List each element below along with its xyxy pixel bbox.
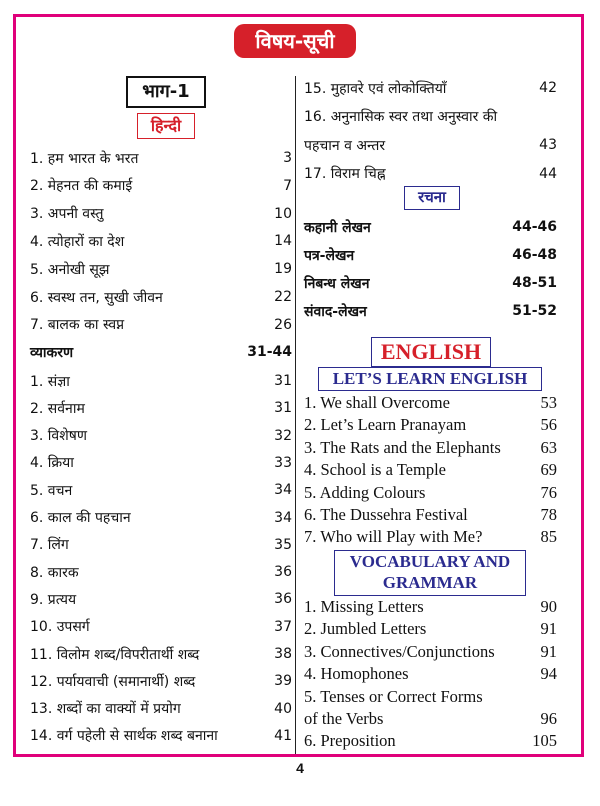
- toc-entry: [30, 533, 292, 557]
- toc-entry-label: 2. सर्वनाम: [30, 400, 85, 417]
- toc-entry-page: 31: [274, 400, 292, 417]
- toc-entry: [304, 640, 557, 664]
- toc-entry: [30, 724, 292, 748]
- grammar-heading-label: व्याकरण: [30, 344, 74, 361]
- toc-entry-page: 31: [274, 373, 292, 389]
- toc-entry: [304, 481, 557, 505]
- toc-entry-label: 6. The Dussehra Festival: [304, 505, 468, 524]
- toc-entry-page: 26: [274, 316, 292, 333]
- toc-entry-label: कहानी लेखन: [304, 219, 371, 236]
- toc-entry-label: 11. विलोम शब्द/विपरीतार्थी शब्द: [30, 646, 200, 663]
- toc-entry: [304, 503, 557, 527]
- toc-entry-page: 42: [539, 80, 557, 96]
- toc-entry-page: 33: [274, 454, 292, 471]
- english-heading: ENGLISH: [371, 337, 491, 367]
- toc-entry: [30, 285, 292, 309]
- toc-entry-label: 3. विशेषण: [30, 428, 87, 445]
- toc-entry-label: 8. कारक: [30, 564, 79, 581]
- toc-entry-label: 6. स्वस्थ तन, सुखी जीवन: [30, 289, 163, 306]
- toc-entry: [304, 215, 557, 239]
- toc-entry: [304, 391, 557, 415]
- toc-entry: [304, 76, 557, 100]
- toc-entry: [30, 146, 292, 170]
- toc-entry-label: 6. Preposition: [304, 731, 396, 751]
- toc-entry-label: 3. Connectives/Conjunctions: [304, 641, 495, 661]
- toc-entry: [30, 478, 292, 502]
- toc-entry-page: 19: [274, 261, 292, 278]
- toc-entry: [30, 257, 292, 281]
- toc-entry: [304, 685, 557, 709]
- page-title: विषय-सूची: [234, 24, 356, 58]
- toc-entry: [30, 560, 292, 584]
- grammar-heading: [30, 340, 292, 364]
- toc-entry-label: पत्र-लेखन: [304, 247, 355, 264]
- toc-entry: [304, 525, 557, 549]
- toc-entry-label: 3. The Rats and the Elephants: [304, 437, 501, 457]
- toc-entry-label: 4. School is a Temple: [304, 460, 446, 480]
- toc-entry-label: 2. Let’s Learn Pranayam: [304, 415, 467, 435]
- toc-entry-label: निबन्ध लेखन: [304, 275, 370, 292]
- toc-entry-label: 1. संज्ञा: [30, 373, 70, 390]
- toc-entry-page: 90: [540, 597, 557, 616]
- toc-entry-label: of the Verbs: [304, 709, 384, 728]
- toc-entry-page: 53: [540, 393, 557, 412]
- toc-entry-label: 1. We shall Overcome: [304, 393, 450, 412]
- toc-entry-page: 32: [274, 427, 292, 444]
- toc-entry-label: 2. मेहनत की कमाई: [30, 178, 133, 195]
- toc-entry: [30, 229, 292, 253]
- toc-entry-label: पहचान व अन्तर: [304, 137, 386, 154]
- toc-entry: [30, 642, 292, 666]
- toc-entry-page: 46-48: [512, 247, 557, 263]
- toc-entry-label: 10. उपसर्ग: [30, 619, 90, 636]
- toc-entry-page: 51-52: [512, 303, 557, 319]
- toc-entry-label: 1. Missing Letters: [304, 597, 424, 616]
- toc-entry: [304, 729, 557, 753]
- toc-entry-page: 44-46: [512, 219, 557, 235]
- toc-entry: [30, 615, 292, 639]
- toc-entry-label: 7. लिंग: [30, 537, 69, 554]
- toc-entry: [304, 133, 557, 157]
- toc-entry-page: 63: [540, 437, 557, 457]
- toc-entry-page: 76: [540, 482, 557, 502]
- toc-entry-label: 9. प्रत्यय: [30, 591, 77, 608]
- toc-entry-page: 85: [540, 527, 557, 547]
- toc-entry: [30, 587, 292, 611]
- vocab-heading-line1: VOCABULARY AND: [349, 552, 511, 571]
- toc-entry-label: 14. वर्ग पहेली से सार्थक शब्द बनाना: [30, 728, 218, 745]
- toc-entry-page: 40: [274, 700, 292, 717]
- toc-entry-page: 56: [540, 415, 557, 435]
- toc-entry-label: 4. क्रिया: [30, 455, 74, 472]
- toc-entry: [30, 202, 292, 226]
- toc-entry-label: 5. Adding Colours: [304, 482, 426, 502]
- toc-entry-label: 13. शब्दों का वाक्यों में प्रयोग: [30, 701, 181, 718]
- toc-entry-label: 4. त्योहारों का देश: [30, 233, 125, 250]
- toc-entry: [30, 396, 292, 420]
- toc-entry-page: 78: [540, 505, 557, 524]
- toc-entry: [30, 506, 292, 530]
- toc-entry-label: 7. बालक का स्वप्न: [30, 317, 125, 334]
- hindi-heading: हिन्दी: [137, 113, 195, 139]
- toc-entry: [30, 174, 292, 198]
- toc-entry: [304, 162, 557, 186]
- toc-entry-label: 2. Jumbled Letters: [304, 619, 427, 639]
- toc-entry-label: 3. अपनी वस्तु: [30, 206, 104, 223]
- toc-entry: [304, 458, 557, 482]
- toc-entry-label: 4. Homophones: [304, 664, 409, 684]
- toc-entry-page: 3: [283, 150, 292, 166]
- toc-entry-label: 5. Tenses or Correct Forms: [304, 686, 483, 706]
- vocab-heading-line2: GRAMMAR: [382, 573, 478, 592]
- toc-entry: [304, 299, 557, 323]
- toc-entry: [304, 243, 557, 267]
- toc-entry: [304, 436, 557, 460]
- toc-entry-page: 36: [274, 564, 292, 581]
- toc-entry-page: 36: [274, 591, 292, 608]
- toc-entry: [304, 617, 557, 641]
- toc-entry-page: 91: [540, 619, 557, 639]
- toc-entry-label: 12. पर्यायवाची (समानार्थी) शब्द: [30, 673, 196, 690]
- toc-entry-page: 94: [540, 664, 557, 684]
- page-number: 4: [296, 760, 304, 776]
- toc-entry: [30, 424, 292, 448]
- toc-entry-label: 5. अनोखी सूझ: [30, 261, 110, 278]
- toc-entry: [304, 271, 557, 295]
- toc-entry-label: 16. अनुनासिक स्वर तथा अनुस्वार की: [304, 109, 498, 126]
- toc-entry-page: 44: [539, 165, 557, 182]
- toc-entry-label: 1. हम भारत के भरत: [30, 150, 139, 167]
- toc-entry-page: 41: [274, 727, 292, 744]
- toc-entry: [30, 369, 292, 393]
- toc-entry-page: 48-51: [512, 275, 557, 291]
- part-heading: भाग-1: [126, 76, 206, 108]
- toc-entry-page: 7: [283, 177, 292, 194]
- toc-entry-page: 10: [274, 205, 292, 222]
- toc-entry-page: 96: [540, 709, 557, 728]
- vocabulary-grammar-heading: [334, 550, 526, 596]
- toc-entry-page: 38: [274, 646, 292, 662]
- toc-entry-page: 43: [539, 137, 557, 154]
- toc-entry-label: 6. काल की पहचान: [30, 510, 131, 526]
- toc-entry: [30, 313, 292, 337]
- lets-learn-english-heading: LET’S LEARN ENGLISH: [318, 367, 542, 391]
- column-divider: [295, 76, 296, 754]
- toc-entry: [304, 707, 557, 731]
- toc-entry-label: 7. Who will Play with Me?: [304, 527, 483, 547]
- toc-entry-page: 34: [274, 482, 292, 499]
- toc-entry-page: 105: [532, 731, 557, 751]
- toc-entry: [304, 595, 557, 619]
- composition-heading: रचना: [404, 186, 460, 210]
- toc-entry-label: संवाद-लेखन: [304, 303, 367, 320]
- toc-entry-page: 34: [274, 509, 292, 526]
- toc-entry: [30, 451, 292, 475]
- toc-entry-page: 91: [540, 641, 557, 661]
- toc-entry: [304, 662, 557, 686]
- toc-entry-label: 17. विराम चिह्न: [304, 166, 386, 183]
- toc-entry-page: 14: [274, 233, 292, 250]
- toc-entry: [30, 669, 292, 693]
- toc-entry-page: 37: [274, 618, 292, 635]
- toc-entry-page: 39: [274, 673, 292, 690]
- toc-entry-label: 5. वचन: [30, 482, 73, 499]
- toc-entry-label: 15. मुहावरे एवं लोकोक्तियाँ: [304, 80, 447, 97]
- toc-entry-page: 35: [274, 536, 292, 553]
- toc-entry-page: 69: [540, 460, 557, 480]
- toc-entry: [30, 697, 292, 721]
- grammar-heading-pages: 31-44: [247, 344, 292, 360]
- toc-entry: [304, 413, 557, 437]
- toc-entry-page: 22: [274, 289, 292, 305]
- toc-entry: [304, 105, 557, 129]
